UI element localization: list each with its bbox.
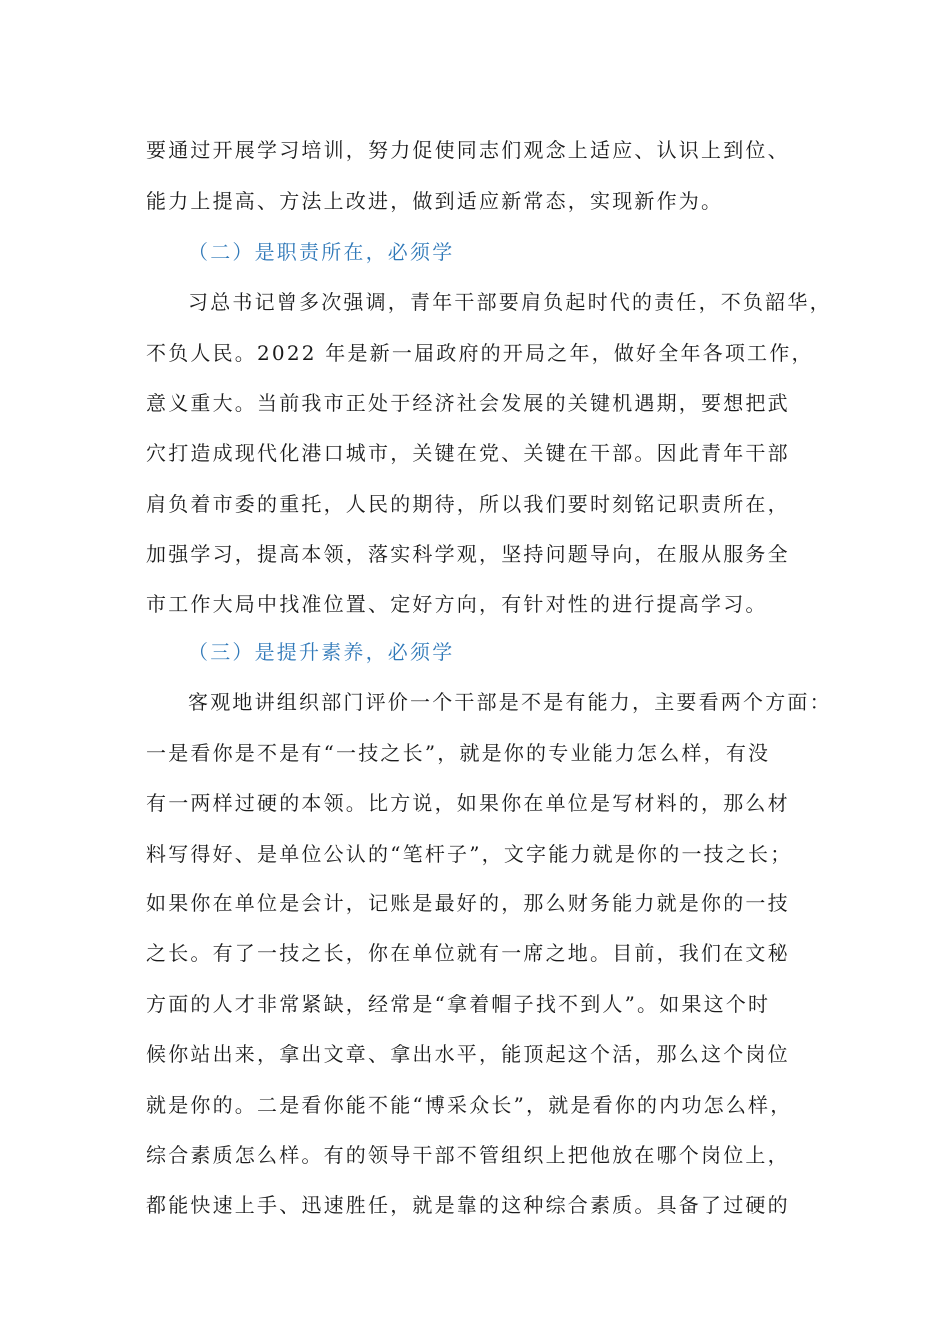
body-line-14: 有一两样过硬的本领。比方说，如果你在单位是写材料的，那么材 bbox=[146, 791, 790, 815]
section-heading-2: （二）是职责所在，必须学 bbox=[188, 240, 455, 264]
body-line-16: 如果你在单位是会计，记账是最好的，那么财务能力就是你的一技 bbox=[146, 891, 790, 915]
body-line-15: 料写得好、是单位公认的“笔杆子”，文字能力就是你的一技之长； bbox=[146, 842, 793, 866]
body-line-6: 意义重大。当前我市正处于经济社会发展的关键机遇期，要想把武 bbox=[146, 391, 790, 415]
section-heading-3: （三）是提升素养，必须学 bbox=[188, 640, 455, 664]
paragraph-start-line: 客观地讲组织部门评价一个干部是不是有能力，主要看两个方面： bbox=[188, 690, 832, 714]
body-line-17: 之长。有了一技之长，你在单位就有一席之地。目前，我们在文秘 bbox=[146, 941, 790, 965]
body-line-1: 要通过开展学习培训，努力促使同志们观念上适应、认识上到位、 bbox=[146, 138, 790, 162]
paragraph-start-line: 习总书记曾多次强调，青年干部要肩负起时代的责任，不负韶华， bbox=[188, 290, 832, 314]
body-line-13: 一是看你是不是有“一技之长”，就是你的专业能力怎么样，有没 bbox=[146, 741, 771, 765]
body-line-20: 就是你的。二是看你能不能“博采众长”，就是看你的内功怎么样， bbox=[146, 1093, 793, 1117]
body-line-5: 不负人民。2022 年是新一届政府的开局之年，做好全年各项工作， bbox=[146, 341, 814, 365]
body-line-18: 方面的人才非常紧缺，经常是“拿着帽子找不到人”。如果这个时 bbox=[146, 992, 771, 1016]
body-line-22: 都能快速上手、迅速胜任，就是靠的这种综合素质。具备了过硬的 bbox=[146, 1193, 790, 1217]
body-line-19: 候你站出来，拿出文章、拿出水平，能顶起这个活，那么这个岗位 bbox=[146, 1042, 790, 1066]
body-line-2: 能力上提高、方法上改进，做到适应新常态，实现新作为。 bbox=[146, 189, 724, 213]
body-line-10: 市工作大局中找准位置、定好方向，有针对性的进行提高学习。 bbox=[146, 592, 768, 616]
body-line-8: 肩负着市委的重托，人民的期待，所以我们要时刻铭记职责所在， bbox=[146, 492, 790, 516]
body-line-7: 穴打造成现代化港口城市，关键在党、关键在干部。因此青年干部 bbox=[146, 441, 790, 465]
body-line-21: 综合素质怎么样。有的领导干部不管组织上把他放在哪个岗位上， bbox=[146, 1143, 790, 1167]
body-line-9: 加强学习，提高本领，落实科学观，坚持问题导向，在服从服务全 bbox=[146, 542, 790, 566]
